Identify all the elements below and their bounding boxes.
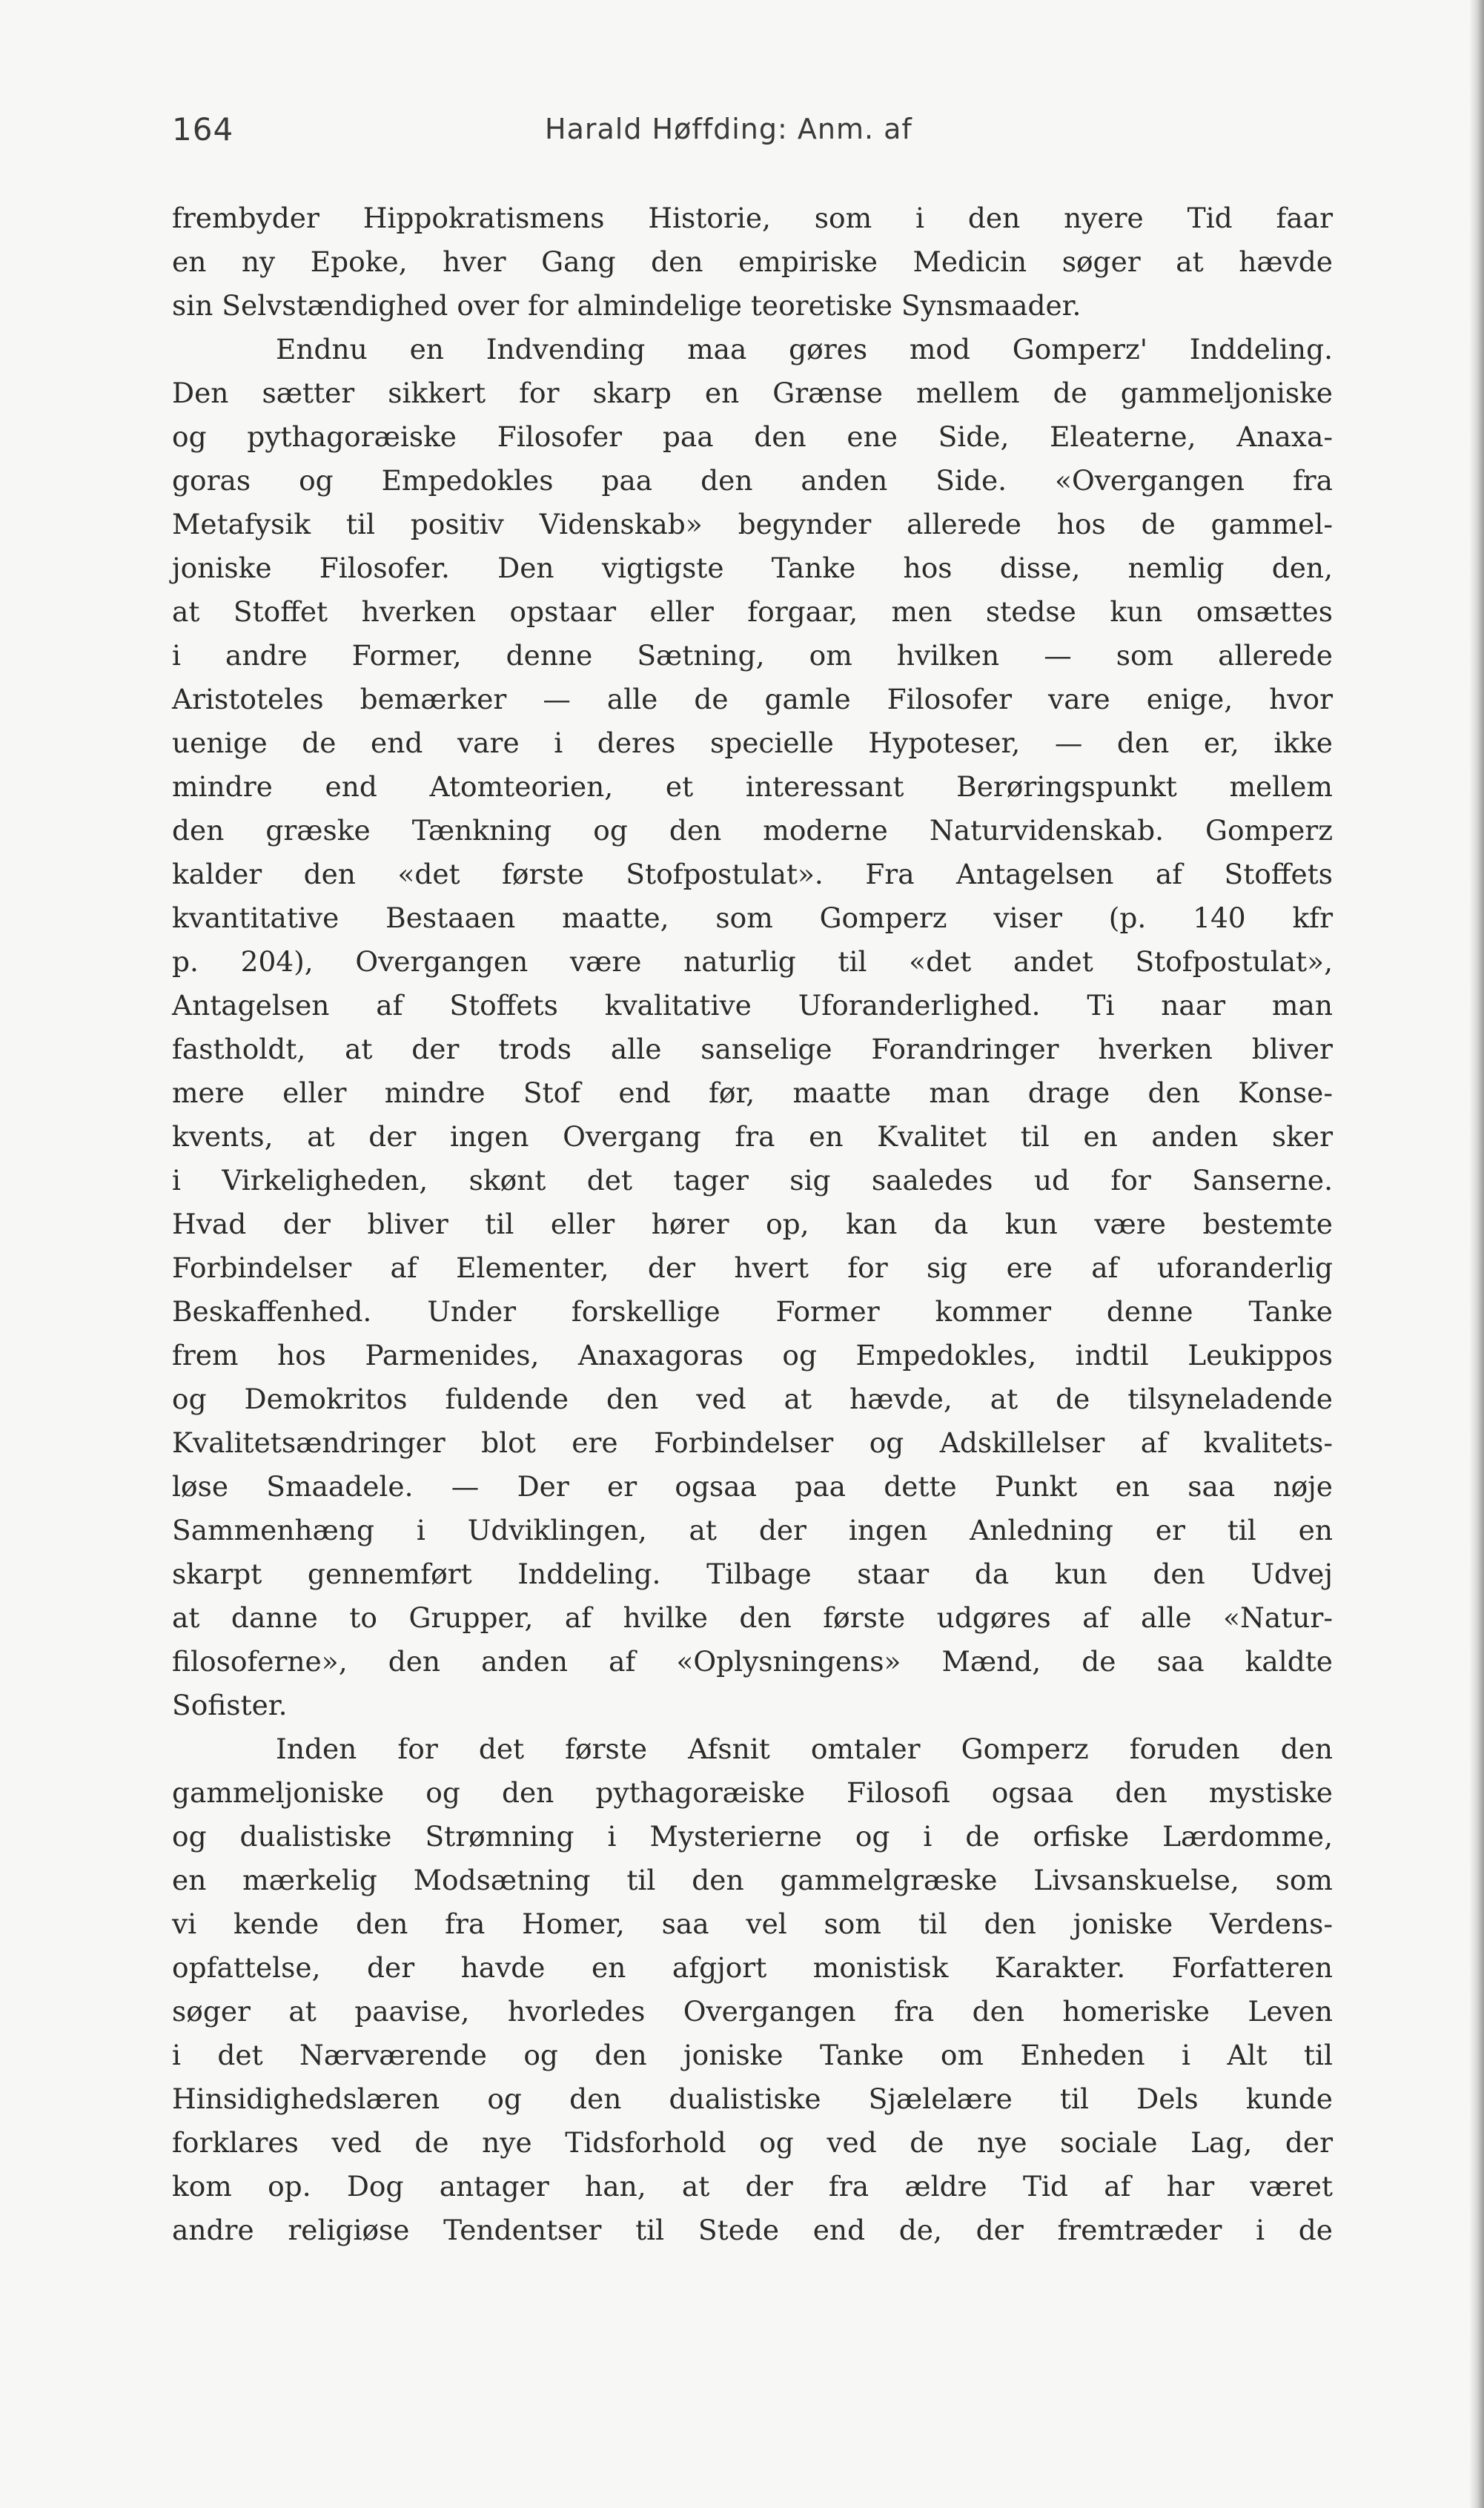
page-edge-shadow <box>1469 0 1484 2508</box>
text-line: Metafysik til positiv Videnskab» begynder allerede hos de gammel- <box>172 508 1333 540</box>
text-line: Sammenhæng i Udviklingen, at der ingen Anledning er til en <box>172 1514 1333 1546</box>
text-line: Hvad der bliver til eller hører op, kan da kun være bestemte <box>172 1208 1333 1240</box>
text-line: mere eller mindre Stof end før, maatte man drage den Konse- <box>172 1076 1333 1109</box>
text-line: søger at paavise, hvorledes Overgangen fra den homeriske Leven <box>172 1995 1333 2028</box>
text-line: sin Selvstændighed over for almindelige teoretiske Synsmaader. <box>172 289 1081 322</box>
text-line: Aristoteles bemærker — alle de gamle Filosofer vare enige, hvor <box>172 683 1333 715</box>
text-line: kvantitative Bestaaen maatte, som Gomperz viser (p. 140 kfr <box>172 901 1333 934</box>
text-line: forklares ved de nye Tidsforhold og ved de nye sociale Lag, der <box>172 2126 1333 2159</box>
text-line: i andre Former, denne Sætning, om hvilken — som allerede <box>172 639 1333 672</box>
text-line: Sofister. <box>172 1689 288 1721</box>
text-line: at Stoffet hverken opstaar eller forgaar, men stedse kun omsættes <box>172 595 1333 628</box>
text-line: den græske Tænkning og den moderne Naturvidenskab. Gomperz <box>172 814 1333 847</box>
text-line: mindre end Atomteorien, et interessant Berøringspunkt mellem <box>172 770 1333 803</box>
text-line: fastholdt, at der trods alle sanselige Forandringer hverken bliver <box>172 1033 1333 1065</box>
text-line: kvents, at der ingen Overgang fra en Kvalitet til en anden sker <box>172 1120 1333 1153</box>
body-text <box>172 196 1333 2252</box>
text-line: skarpt gennemført Inddeling. Tilbage staar da kun den Udvej <box>172 1558 1333 1590</box>
text-line: vi kende den fra Homer, saa vel som til den joniske Verdens- <box>172 1908 1333 1940</box>
text-line: Inden for det første Afsnit omtaler Gomperz foruden den <box>276 1733 1333 1765</box>
text-line: Beskaffenhed. Under forskellige Former kommer denne Tanke <box>172 1295 1333 1328</box>
text-line: joniske Filosofer. Den vigtigste Tanke hos disse, nemlig den, <box>172 552 1333 584</box>
text-line: frem hos Parmenides, Anaxagoras og Empedokles, indtil Leukippos <box>172 1339 1333 1372</box>
text-line: goras og Empedokles paa den anden Side. «Overgangen fra <box>172 464 1333 497</box>
text-line: en mærkelig Modsætning til den gammelgræske Livsanskuelse, som <box>172 1864 1333 1896</box>
text-line: Antagelsen af Stoffets kvalitative Uforanderlighed. Ti naar man <box>172 989 1333 1022</box>
text-line: i Virkeligheden, skønt det tager sig saaledes ud for Sanserne. <box>172 1164 1333 1197</box>
text-line: frembyder Hippokratismens Historie, som i den nyere Tid faar <box>172 202 1333 234</box>
text-line: filosoferne», den anden af «Oplysningens» Mænd, de saa kaldte <box>172 1645 1333 1678</box>
text-line: i det Nærværende og den joniske Tanke om Enheden i Alt til <box>172 2039 1333 2071</box>
page-header <box>172 111 1343 156</box>
running-head: Harald Høffding: Anm. af <box>545 113 912 145</box>
text-line: en ny Epoke, hver Gang den empiriske Medicin søger at hævde <box>172 245 1333 278</box>
text-line: andre religiøse Tendentser til Stede end de, der fremtræder i de <box>172 2214 1333 2246</box>
page-number: 164 <box>172 111 234 148</box>
text-line: kalder den «det første Stofpostulat». Fra Antagelsen af Stoffets <box>172 858 1333 890</box>
text-line: og pythagoræiske Filosofer paa den ene Side, Eleaterne, Anaxa- <box>172 420 1333 453</box>
text-line: og Demokritos fuldende den ved at hævde, at de tilsyneladende <box>172 1383 1333 1415</box>
text-line: kom op. Dog antager han, at der fra ældre Tid af har været <box>172 2170 1333 2203</box>
text-line: Hinsidighedslæren og den dualistiske Sjælelære til Dels kunde <box>172 2082 1333 2115</box>
text-line: gammeljoniske og den pythagoræiske Filosofi ogsaa den mystiske <box>172 1776 1333 1809</box>
text-line: Den sætter sikkert for skarp en Grænse mellem de gammeljoniske <box>172 377 1333 409</box>
text-line: Forbindelser af Elementer, der hvert for sig ere af uforanderlig <box>172 1251 1333 1284</box>
text-line: at danne to Grupper, af hvilke den første udgøres af alle «Natur- <box>172 1601 1333 1634</box>
text-line: Endnu en Indvending maa gøres mod Gomperz' Inddeling. <box>276 333 1333 365</box>
text-line: og dualistiske Strømning i Mysterierne og i de orfiske Lærdomme, <box>172 1820 1333 1853</box>
text-line: Kvalitetsændringer blot ere Forbindelser og Adskillelser af kvalitets- <box>172 1426 1333 1459</box>
text-line: p. 204), Overgangen være naturlig til «det andet Stofpostulat», <box>172 945 1333 978</box>
text-line: uenige de end vare i deres specielle Hypoteser, — den er, ikke <box>172 727 1333 759</box>
text-line: opfattelse, der havde en afgjort monistisk Karakter. Forfatteren <box>172 1951 1333 1984</box>
text-line: løse Smaadele. — Der er ogsaa paa dette Punkt en saa nøje <box>172 1470 1333 1503</box>
